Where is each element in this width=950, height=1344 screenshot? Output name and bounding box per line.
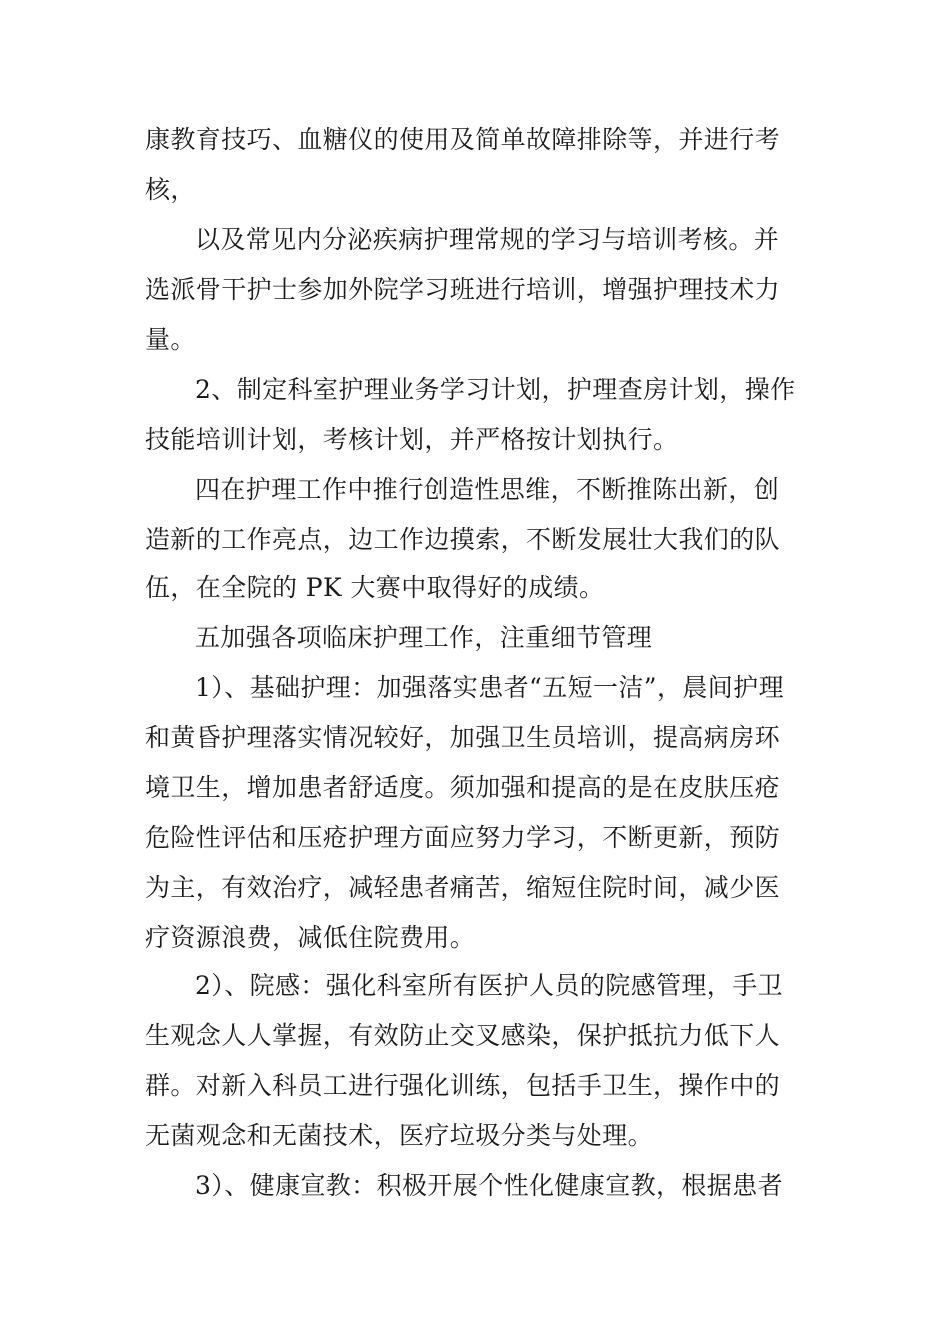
text-line: 五加强各项临床护理工作，注重细节管理 xyxy=(195,623,653,652)
text-line: 技能培训计划，考核计划，并严格按计划执行。 xyxy=(145,425,679,454)
text-line: 量。 xyxy=(145,325,196,354)
text-line: 疗资源浪费，减低住院费用。 xyxy=(145,923,476,952)
text-line: 为主，有效治疗，减轻患者痛苦，缩短住院时间，减少医 xyxy=(145,873,781,902)
text-line: 生观念人人掌握，有效防止交叉感染，保护抵抗力低下人 xyxy=(145,1021,781,1050)
text-line: 3）、健康宣教：积极开展个性化健康宣教，根据患者 xyxy=(195,1171,784,1200)
text-line: 四在护理工作中推行创造性思维，不断推陈出新，创 xyxy=(195,475,780,504)
text-line: 无菌观念和无菌技术，医疗垃圾分类与处理。 xyxy=(145,1121,654,1150)
text-line: 伍，在全院的 PK 大赛中取得好的成绩。 xyxy=(145,573,605,602)
text-line: 2）、院感：强化科室所有医护人员的院感管理，手卫 xyxy=(195,971,784,1000)
text-line: 危险性评估和压疮护理方面应努力学习，不断更新，预防 xyxy=(145,823,781,852)
text-line: 和黄昏护理落实情况较好，加强卫生员培训，提高病房环 xyxy=(145,723,781,752)
text-line: 2、制定科室护理业务学习计划，护理查房计划，操作 xyxy=(195,375,796,404)
text-line: 康教育技巧、血糖仪的使用及简单故障排除等，并进行考 xyxy=(145,125,781,154)
text-line: 1）、基础护理：加强落实患者“五短一洁”，晨间护理 xyxy=(195,673,784,702)
text-line: 造新的工作亮点，边工作边摸索，不断发展壮大我们的队 xyxy=(145,525,781,554)
text-line: 以及常见内分泌疾病护理常规的学习与培训考核。并 xyxy=(195,225,780,254)
text-line: 群。对新入科员工进行强化训练，包括手卫生，操作中的 xyxy=(145,1071,781,1100)
text-line: 选派骨干护士参加外院学习班进行培训，增强护理技术力 xyxy=(145,275,781,304)
text-line: 核， xyxy=(145,175,196,204)
text-line: 境卫生，增加患者舒适度。须加强和提高的是在皮肤压疮 xyxy=(145,773,781,802)
